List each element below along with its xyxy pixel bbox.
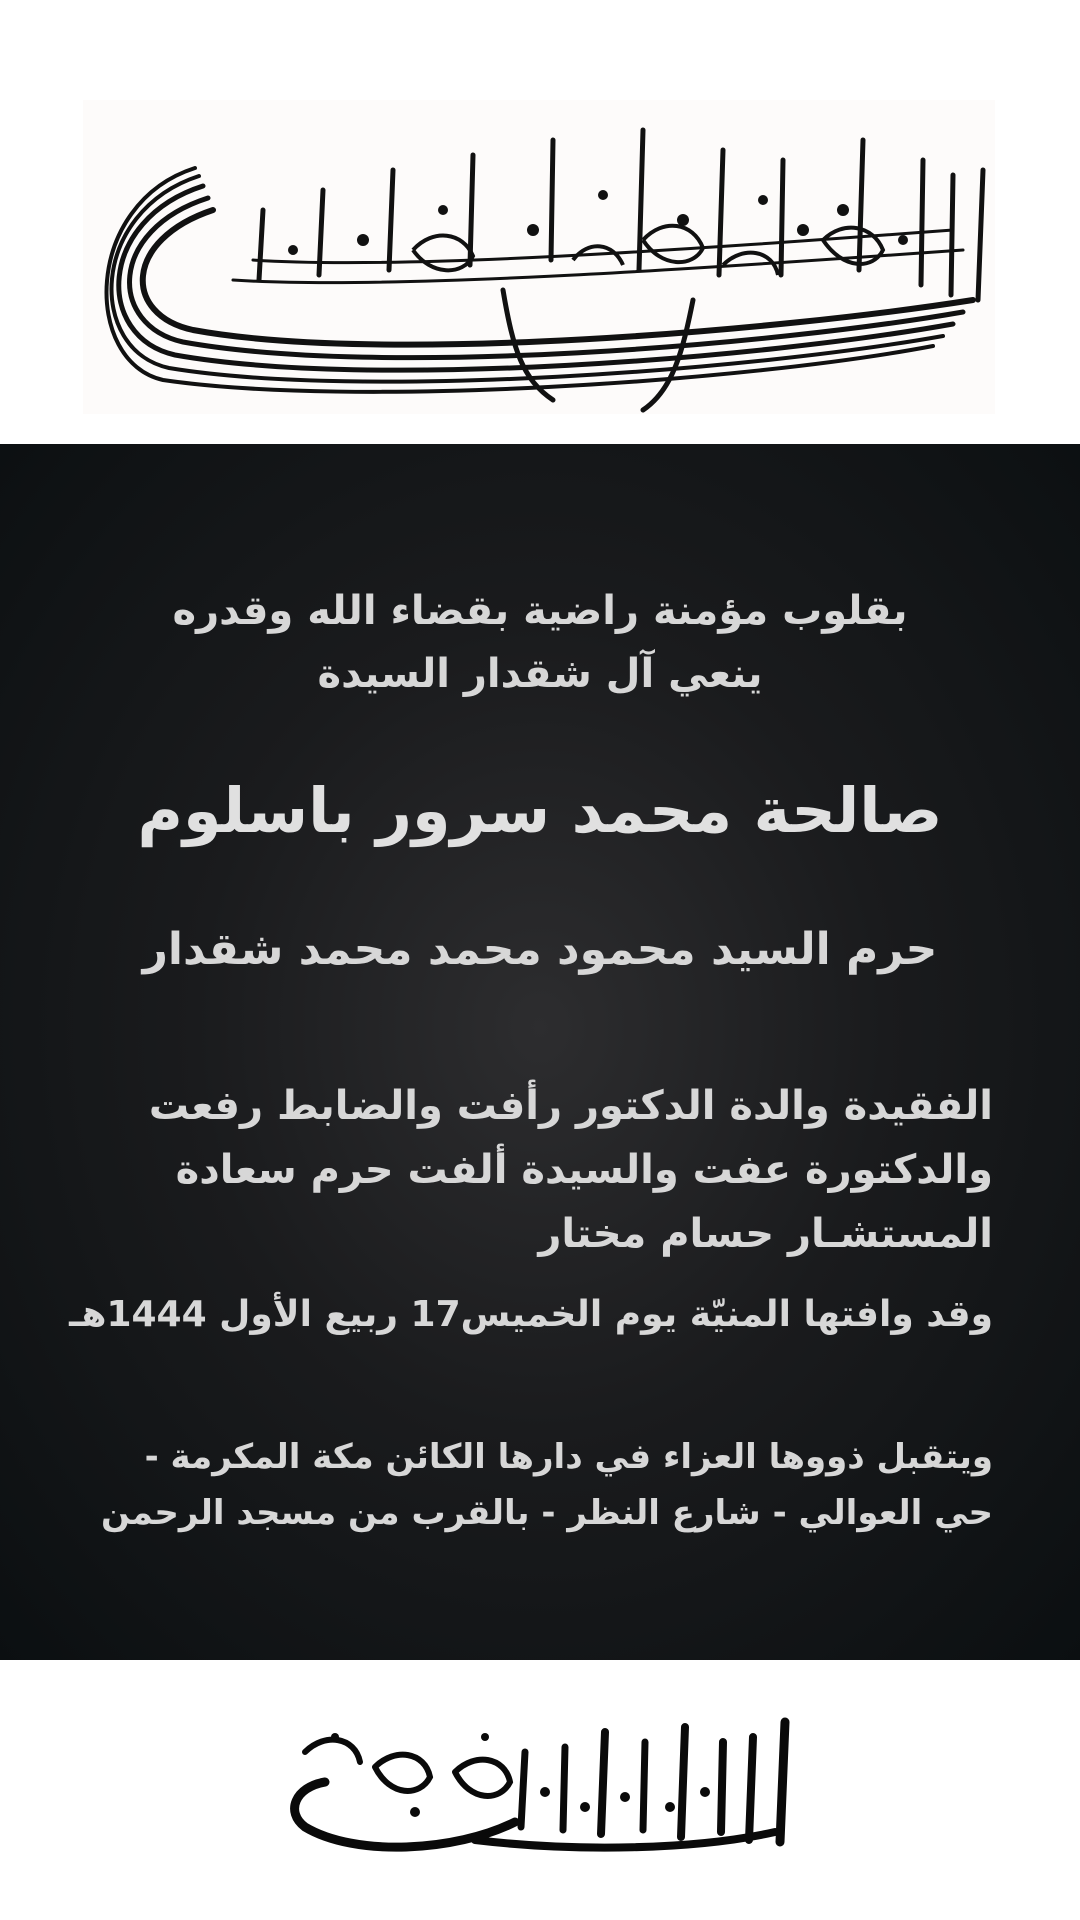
opening-line-2: ينعي آل شقدار السيدة [317, 651, 763, 697]
condolence-line: حي العوالي - شارع النظر - بالقرب من مسجد الرحمن [101, 1493, 993, 1533]
opening-line-1: بقلوب مؤمنة راضية بقضاء الله وقدره [172, 588, 908, 634]
calligraphy-inna-lillah-graphic [275, 1712, 810, 1860]
deceased-name: صالحة محمد سرور باسلوم [137, 774, 943, 847]
relatives-paragraph [73, 1074, 993, 1266]
spouse-line: حرم السيد محمود محمد محمد شقدار [142, 924, 938, 975]
bottom-calligraphy-image [275, 1712, 810, 1860]
relatives-line: الفقيدة والدة الدكتور رأفت والضابط رفعت [148, 1083, 993, 1129]
condolence-paragraph [73, 1429, 993, 1541]
top-calligraphy-image [83, 100, 995, 414]
relatives-line: والدكتورة عفت والسيدة ألفت حرم سعادة [175, 1147, 993, 1193]
condolence-line: ويتقبل ذووها العزاء في دارها الكائن مكة المكرمة - [144, 1437, 993, 1477]
calligraphy-swoosh-graphic [83, 100, 995, 414]
date-line: وقد وافتها المنيّة يوم الخميس17 ربيع الأول 1444هـ [69, 1294, 993, 1335]
relatives-line: المستشـار حسام مختار [538, 1211, 993, 1257]
announcement-panel [0, 444, 1080, 1660]
